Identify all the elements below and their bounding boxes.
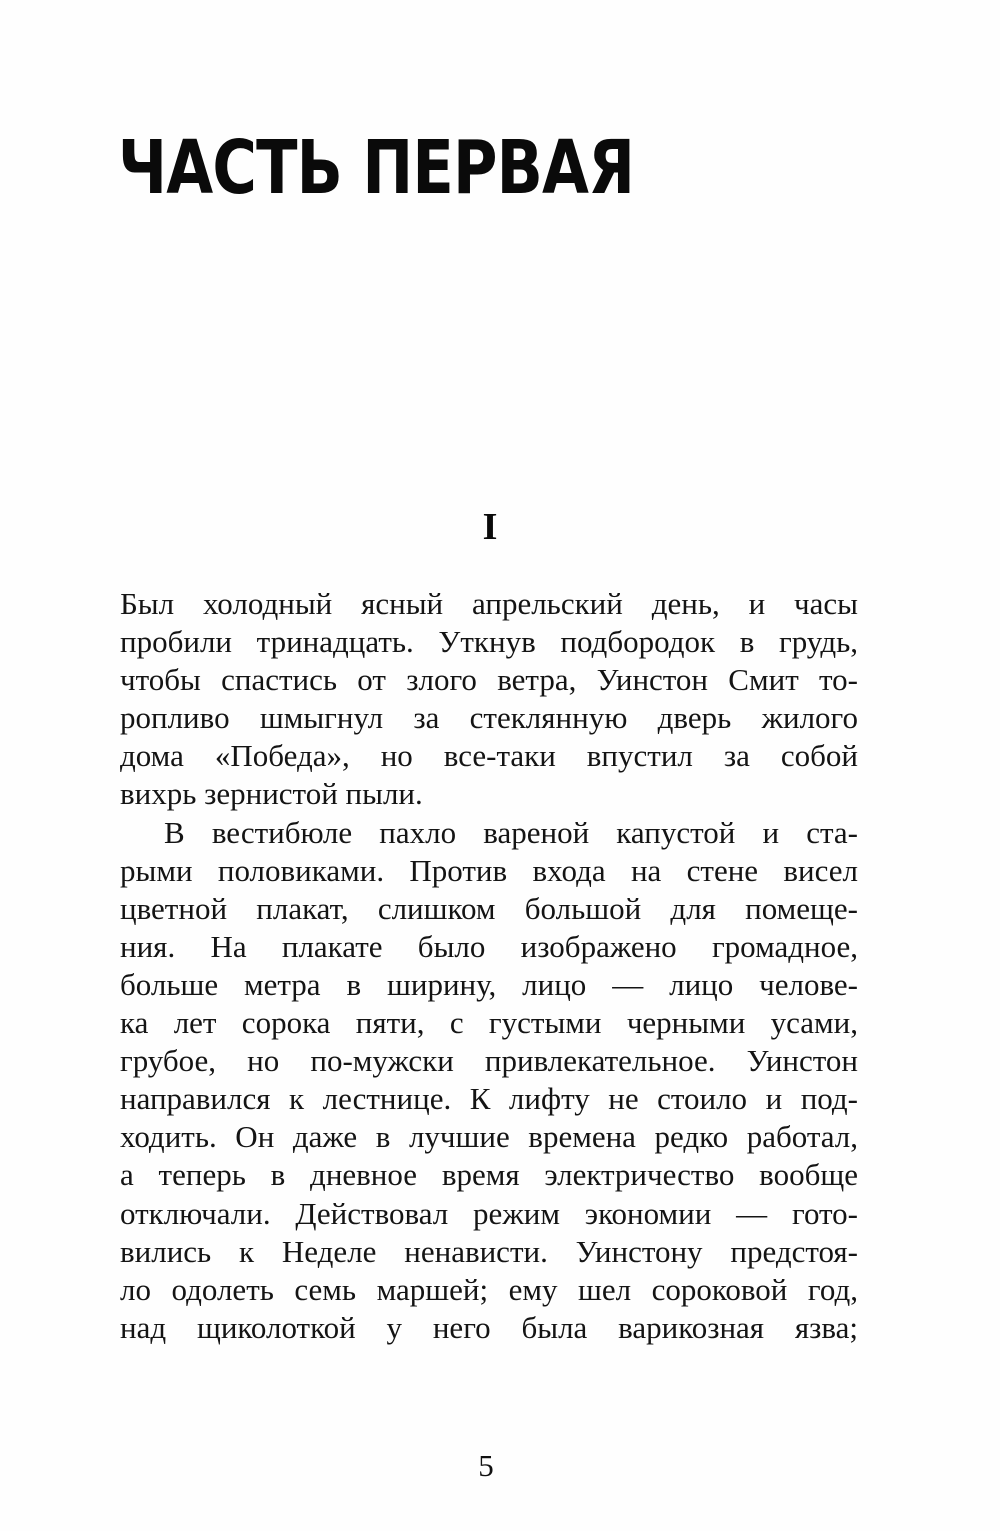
paragraph-2-line-8: направился к лестнице. К лифту не стоило и под-	[120, 1081, 858, 1117]
paragraph-1-line-1: Был холодный ясный апрельский день, и часы	[120, 586, 858, 621]
paragraph-2-line-14: над щиколоткой у него была варикозная язва;	[120, 1309, 858, 1345]
paragraph-2-line-13: ло одолеть семь маршей; ему шел сороковой год,	[120, 1271, 858, 1307]
paragraph-2-line-11: отключали. Действовал режим экономии — гото-	[120, 1195, 858, 1231]
paragraph-2-line-12: вились к Неделе ненависти. Уинстону предстоя-	[120, 1233, 858, 1269]
paragraph-2-line-2: рыми половиками. Против входа на стене висел	[120, 852, 858, 888]
paragraph-1-line-6: вихрь зернистой пыли.	[120, 776, 423, 812]
paragraph-2-line-5: больше метра в ширину, лицо — лицо челове-	[120, 966, 858, 1002]
paragraph-2-line-4: ния. На плакате было изображено громадное,	[120, 928, 858, 964]
paragraph-1-line-5: дома «Победа», но все-таки впустил за собой	[120, 738, 858, 774]
paragraph-1-line-4: ропливо шмыгнул за стеклянную дверь жилого	[120, 700, 858, 736]
part-title: ЧАСТЬ ПЕРВАЯ	[118, 125, 635, 211]
paragraph-1-line-3: чтобы спастись от злого ветра, Уинстон Смит то-	[120, 662, 858, 698]
paragraph-2-line-10: а теперь в дневное время электричество вообще	[120, 1157, 858, 1193]
body-text	[120, 585, 858, 1347]
paragraph-2-line-3: цветной плакат, слишком большой для помеще-	[120, 890, 858, 926]
page-number: 5	[478, 1448, 494, 1483]
paragraph-2-line-6: ка лет сорока пяти, с густыми черными усами,	[120, 1005, 858, 1041]
paragraph-2-line-9: ходить. Он даже в лучшие времена редко работал,	[120, 1119, 858, 1155]
paragraph-2-line-1: В вестибюле пахло вареной капустой и ста-	[164, 814, 858, 850]
paragraph-2-line-7: грубое, но по-мужски привлекательное. Уинстон	[120, 1043, 858, 1079]
paragraph-1-line-2: пробили тринадцать. Уткнув подбородок в грудь,	[120, 624, 858, 660]
chapter-number: I	[482, 506, 498, 548]
